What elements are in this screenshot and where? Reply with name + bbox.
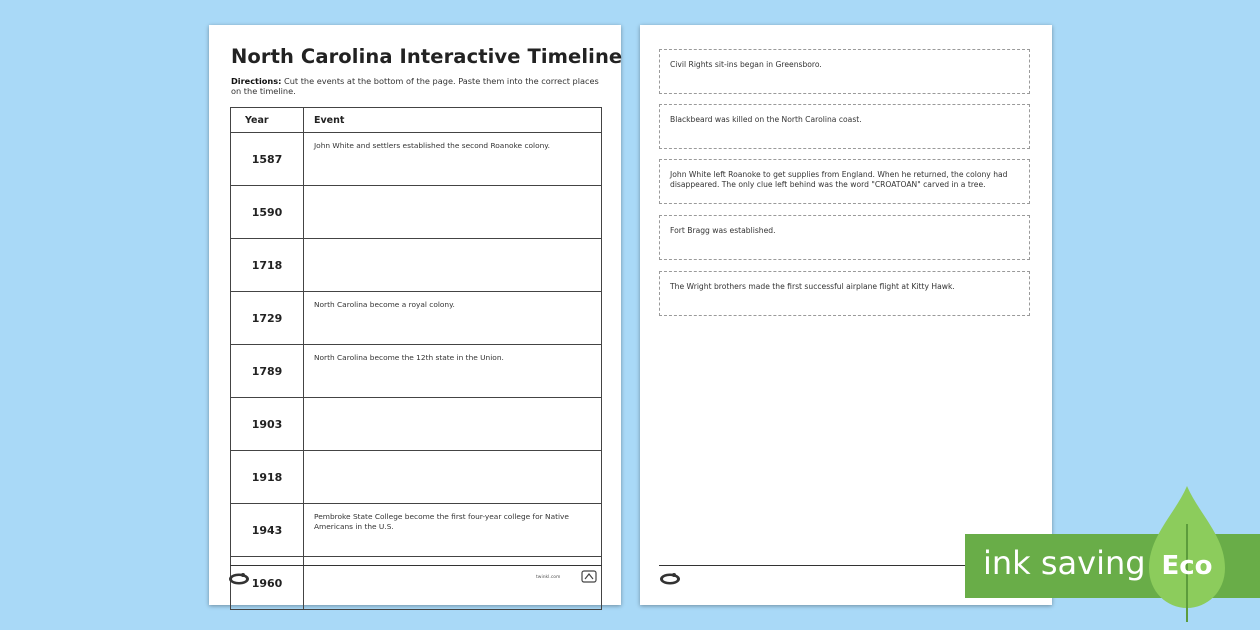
cut-card: The Wright brothers made the first successful airplane flight at Kitty Hawk. — [659, 271, 1030, 316]
event-column-header: Event — [304, 108, 602, 133]
year-cell: 1587 — [231, 133, 304, 186]
timeline-header-row — [231, 108, 602, 133]
table-row — [231, 186, 602, 239]
event-cell: North Carolina become a royal colony. — [304, 292, 602, 345]
year-cell: 1718 — [231, 239, 304, 292]
cut-card: Fort Bragg was established. — [659, 215, 1030, 260]
footer-badge-icon — [581, 570, 597, 583]
event-cell — [304, 186, 602, 239]
directions-body: Cut the events at the bottom of the page. Paste them into the correct places on the timeline. — [231, 76, 599, 96]
directions-label: Directions: — [231, 76, 282, 86]
worksheet-title: North Carolina Interactive Timeline — [231, 45, 623, 68]
cut-card: Blackbeard was killed on the North Carolina coast. — [659, 104, 1030, 149]
cut-card: Civil Rights sit-ins began in Greensboro. — [659, 49, 1030, 94]
year-cell: 1918 — [231, 451, 304, 504]
table-row — [231, 345, 602, 398]
cut-card: John White left Roanoke to get supplies from England. When he returned, the colony had disappeared. The only clue left behind was the word "CROATOAN" carved in a tree. — [659, 159, 1030, 204]
ink-saving-label: ink saving — [983, 544, 1146, 582]
worksheet-page-cut-cards — [640, 25, 1052, 605]
event-cell: Pembroke State College become the first four-year college for Native Americans in the U.S. — [304, 504, 602, 557]
table-row — [231, 292, 602, 345]
table-row — [231, 451, 602, 504]
twinkl-logo-icon — [228, 572, 250, 585]
eco-leaf-label: Eco — [1161, 551, 1213, 581]
year-cell: 1943 — [231, 504, 304, 557]
event-cell: North Carolina become the 12th state in the Union. — [304, 345, 602, 398]
timeline-table — [230, 107, 602, 610]
event-cell — [304, 398, 602, 451]
twinkl-logo-icon — [659, 572, 681, 585]
footer-url: twinkl.com — [536, 575, 561, 580]
event-cell — [304, 239, 602, 292]
footer-divider — [230, 565, 602, 566]
year-cell: 1789 — [231, 345, 304, 398]
year-column-header: Year — [231, 108, 304, 133]
table-row — [231, 398, 602, 451]
year-cell: 1903 — [231, 398, 304, 451]
year-cell: 1729 — [231, 292, 304, 345]
table-row — [231, 504, 602, 557]
year-cell: 1590 — [231, 186, 304, 239]
table-row — [231, 133, 602, 186]
eco-leaf-icon — [1145, 484, 1229, 624]
event-cell — [304, 451, 602, 504]
year-cell: 1960 — [231, 557, 304, 610]
worksheet-page-timeline — [209, 25, 621, 605]
directions-text — [231, 76, 603, 96]
event-cell: John White and settlers established the second Roanoke colony. — [304, 133, 602, 186]
table-row — [231, 239, 602, 292]
